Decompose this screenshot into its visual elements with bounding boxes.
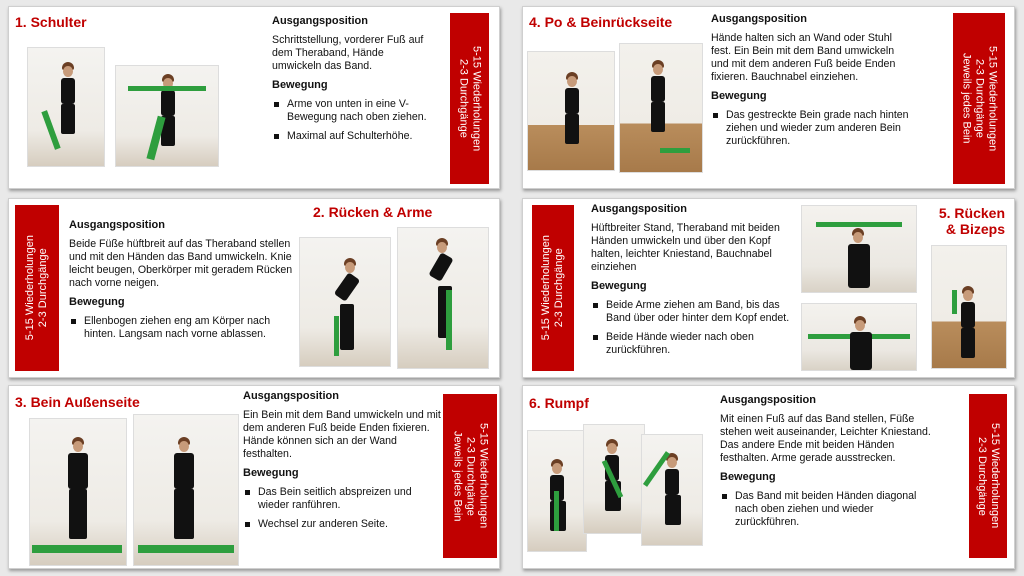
repetitions-banner xyxy=(15,205,59,371)
card-title: 6. Rumpf xyxy=(529,395,589,411)
exercise-card-bein-aussenseite xyxy=(8,385,500,569)
card-title: 4. Po & Beinrückseite xyxy=(529,14,673,30)
reps-line: 2-3 Durchgänge xyxy=(37,248,49,328)
reps-line: 5-15 Wiederholungen xyxy=(470,45,483,152)
list-item: Das Band mit beiden Händen diagonal nach oben ziehen und wieder zurückführen. xyxy=(720,490,932,529)
bewegung-list xyxy=(720,490,932,529)
exercise-photo xyxy=(641,434,703,546)
reps-line: 5-15 Wiederholungen xyxy=(540,235,552,341)
exercise-card-rumpf xyxy=(522,385,1015,569)
reps-line: 2-3 Durchgänge xyxy=(553,248,565,328)
list-item: Wechsel zur anderen Seite. xyxy=(243,518,443,531)
bewegung-list xyxy=(69,315,297,341)
ausgangsposition-text: Mit einen Fuß auf das Band stellen, Füße stehen weit auseinander, Leichter Kniestand. Das andere Ende mit beiden Händen festhalten. Arme gerade ausstrecken. xyxy=(720,413,931,464)
ausgangsposition-text: Hüftbreiter Stand, Theraband mit beiden Händen umwickeln und über den Kopf halten, leichter Kniestand, Bauchnabel einziehen xyxy=(591,222,780,273)
bewegung-heading: Bewegung xyxy=(720,471,776,483)
ausgangsposition-heading: Ausgangsposition xyxy=(69,219,165,231)
exercise-card-schulter xyxy=(8,6,500,189)
exercise-photo xyxy=(527,430,587,552)
exercise-card-po-beinrueckseite xyxy=(522,6,1015,189)
repetitions-banner xyxy=(953,13,1005,184)
reps-line: 2-3 Durchgänge xyxy=(457,59,470,138)
list-item: Das Bein seitlich abspreizen und wieder ranführen. xyxy=(243,486,443,512)
list-item: Maximal auf Schulterhöhe. xyxy=(272,130,432,143)
exercise-photo xyxy=(619,43,703,173)
reps-line: 5-15 Wiederholungen xyxy=(24,235,36,341)
reps-line: 5-15 Wiederholungen xyxy=(989,423,1001,529)
exercise-photo xyxy=(299,237,391,367)
card-text xyxy=(69,219,297,347)
reps-line: Jeweils jedes Bein xyxy=(960,53,973,144)
bewegung-heading: Bewegung xyxy=(272,79,328,91)
ausgangsposition-text: Beide Füße hüftbreit auf das Theraband stellen und mit den Händen das Band umwickeln. Knie leicht beugen, Oberkörper mit geradem Rücken nach vorne neigen. xyxy=(69,238,293,289)
card-text xyxy=(591,203,803,363)
card-title-line: & Bizeps xyxy=(945,221,1005,237)
reps-line: 5-15 Wiederholungen xyxy=(477,423,490,529)
bewegung-list xyxy=(243,486,443,531)
ausgangsposition-heading: Ausgangsposition xyxy=(272,15,368,27)
card-title xyxy=(929,205,1005,237)
bewegung-list xyxy=(591,299,803,357)
reps-line: 2-3 Durchgänge xyxy=(973,59,986,138)
bewegung-list xyxy=(711,109,911,148)
list-item: Beide Arme ziehen am Band, bis das Band über oder hinter dem Kopf endet. xyxy=(591,299,803,325)
ausgangsposition-text: Ein Bein mit dem Band umwickeln und mit dem anderen Fuß beide Enden fixieren. Hände können sich an der Wand festhalten. xyxy=(243,409,441,460)
ausgangsposition-text: Schrittstellung, vorderer Fuß auf dem Theraband, Hände umwickeln das Band. xyxy=(272,34,424,72)
reps-line: Jeweils jedes Bein xyxy=(451,430,464,522)
reps-line: 5-15 Wiederholungen xyxy=(986,45,999,152)
card-title: 2. Rücken & Arme xyxy=(313,204,433,220)
bewegung-list xyxy=(272,98,432,143)
exercise-photo xyxy=(931,245,1007,369)
bewegung-heading: Bewegung xyxy=(711,90,767,102)
list-item: Ellenbogen ziehen eng am Körper nach hinten. Langsam nach vorne ablassen. xyxy=(69,315,297,341)
repetitions-banner xyxy=(450,13,489,184)
exercise-photo xyxy=(29,418,127,566)
bewegung-heading: Bewegung xyxy=(591,280,647,292)
exercise-photo xyxy=(27,47,105,167)
bewegung-heading: Bewegung xyxy=(243,467,299,479)
bewegung-heading: Bewegung xyxy=(69,296,125,308)
ausgangsposition-heading: Ausgangsposition xyxy=(243,390,339,402)
exercise-photo xyxy=(115,65,219,167)
list-item: Beide Hände wieder nach oben zurückführen. xyxy=(591,331,803,357)
repetitions-banner xyxy=(443,394,497,558)
ausgangsposition-heading: Ausgangsposition xyxy=(711,13,807,25)
ausgangsposition-heading: Ausgangsposition xyxy=(720,394,816,406)
exercise-photo xyxy=(583,424,645,534)
exercise-card-ruecken-arme xyxy=(8,198,500,378)
exercise-photo xyxy=(527,51,615,171)
ausgangsposition-text: Hände halten sich an Wand oder Stuhl fest. Ein Bein mit dem Band umwickeln und mit dem anderen Fuß beide Enden fixieren. Bauchnabel einziehen. xyxy=(711,32,896,83)
card-title-line: 5. Rücken xyxy=(938,205,1005,221)
card-title: 1. Schulter xyxy=(15,14,87,30)
exercise-card-ruecken-bizeps xyxy=(522,198,1015,378)
exercise-photo xyxy=(801,303,917,371)
card-text xyxy=(272,15,432,149)
reps-line: 2-3 Durchgänge xyxy=(464,436,477,516)
card-text xyxy=(720,394,932,535)
card-text xyxy=(711,13,911,154)
exercise-photo xyxy=(801,205,917,293)
repetitions-banner xyxy=(532,205,574,371)
ausgangsposition-heading: Ausgangsposition xyxy=(591,203,687,215)
list-item: Arme von unten in eine V-Bewegung nach oben ziehen. xyxy=(272,98,432,124)
repetitions-banner xyxy=(969,394,1007,558)
card-text xyxy=(243,390,443,537)
list-item: Das gestreckte Bein grade nach hinten ziehen und wieder zum anderen Bein zurückführen. xyxy=(711,109,911,148)
card-title: 3. Bein Außenseite xyxy=(15,394,140,410)
exercise-photo xyxy=(397,227,489,369)
exercise-photo xyxy=(133,414,239,566)
reps-line: 2-3 Durchgänge xyxy=(976,436,988,516)
